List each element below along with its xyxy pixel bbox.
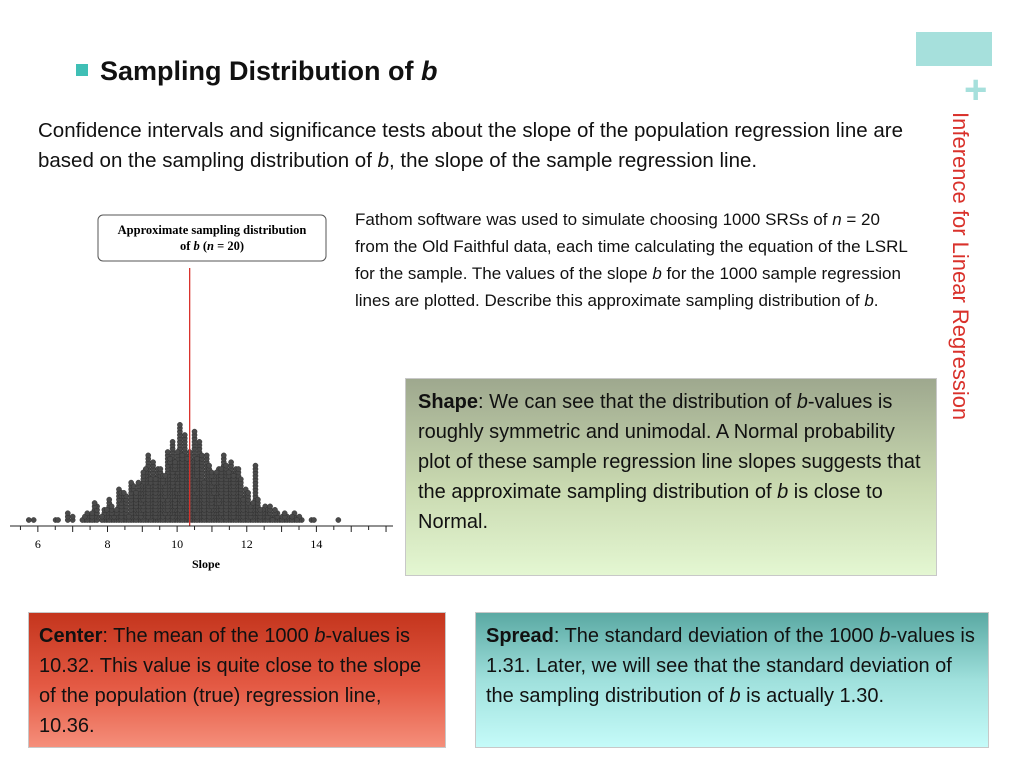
tick-label: 14 xyxy=(310,537,323,551)
data-dot xyxy=(209,470,214,475)
data-dot xyxy=(192,429,197,434)
data-dot xyxy=(107,497,112,502)
tick-label: 6 xyxy=(34,537,41,551)
shape-box xyxy=(405,378,937,576)
tick-label: 8 xyxy=(104,537,111,551)
data-dot xyxy=(282,511,287,516)
data-dot xyxy=(133,490,138,495)
data-dot xyxy=(85,511,90,516)
shape-text-2: -values is roughly symmetric and unimodal. A Normal probability plot of these sample regression line slopes suggests that the approximate sampling distribution of xyxy=(418,391,921,503)
intro-paragraph xyxy=(38,116,918,176)
x-axis-label: Slope xyxy=(191,557,221,571)
data-dot xyxy=(172,460,177,465)
data-dot xyxy=(158,466,163,471)
data-dot xyxy=(65,511,70,516)
data-dot xyxy=(214,470,219,475)
data-dot xyxy=(168,456,173,461)
heading-var: b xyxy=(420,56,438,86)
spread-text-3: is actually 1.30. xyxy=(740,685,885,707)
data-dot xyxy=(289,514,294,519)
data-dot xyxy=(153,477,158,482)
data-dot xyxy=(109,504,114,509)
fathom-text-3: for the 1000 sample regression lines are plotted. Describe this approximate sampling distribution of xyxy=(355,264,901,310)
data-dot xyxy=(258,507,263,512)
chart-title-n: n xyxy=(207,239,214,253)
data-dot xyxy=(141,470,146,475)
data-dot xyxy=(26,517,31,522)
data-dot xyxy=(272,507,277,512)
data-dot xyxy=(204,453,209,458)
data-dot xyxy=(202,480,207,485)
data-dot xyxy=(224,463,229,468)
center-box xyxy=(28,612,446,748)
shape-b2: b xyxy=(777,481,789,503)
intro-text-2: , the slope of the sample regression line. xyxy=(389,149,758,172)
plus-icon: + xyxy=(964,68,988,112)
spread-b1: b xyxy=(879,625,891,647)
heading-text: Sampling Distribution of xyxy=(100,56,421,86)
data-dot xyxy=(126,514,131,519)
corner-accent-rect xyxy=(916,32,992,66)
x-axis-ticks xyxy=(20,526,386,551)
data-dot xyxy=(175,449,180,454)
data-dot xyxy=(177,422,182,427)
data-dot xyxy=(197,439,202,444)
data-dot xyxy=(207,463,212,468)
data-dot xyxy=(182,432,187,437)
data-dot xyxy=(136,480,141,485)
square-bullet-icon xyxy=(76,64,88,76)
data-dot xyxy=(121,490,126,495)
data-dot xyxy=(31,517,36,522)
data-dot xyxy=(255,497,260,502)
data-dot xyxy=(221,453,226,458)
data-dot xyxy=(226,470,231,475)
tick-label: 12 xyxy=(240,537,253,551)
data-dot xyxy=(267,504,272,509)
data-dot xyxy=(151,460,156,465)
data-dot xyxy=(146,453,151,458)
data-dot xyxy=(219,466,224,471)
data-dot xyxy=(148,477,153,482)
data-dot xyxy=(165,449,170,454)
fathom-n: n xyxy=(832,210,842,229)
data-dot xyxy=(294,517,299,522)
data-dot xyxy=(92,500,97,505)
dots-group xyxy=(26,422,341,522)
data-dot xyxy=(194,456,199,461)
data-dot xyxy=(236,466,241,471)
chart-title-b: b xyxy=(193,239,200,253)
spread-box xyxy=(475,612,989,748)
data-dot xyxy=(246,490,251,495)
fathom-text-4: . xyxy=(873,291,879,310)
data-dot xyxy=(180,453,185,458)
chart-title-mid: ( xyxy=(199,239,208,253)
center-text-2: -values is 10.32. This value is quite close to the slope of the population (true) regression line, 10.36. xyxy=(39,625,422,737)
data-dot xyxy=(270,517,275,522)
data-dot xyxy=(253,463,258,468)
spread-b2: b xyxy=(729,685,741,707)
fathom-text-2: = 20 from the Old Faithful data, each time calculating the equation of the LSRL for the sample. The values of the slope xyxy=(355,210,908,283)
data-dot xyxy=(199,453,204,458)
data-dot xyxy=(104,507,109,512)
fathom-b1: b xyxy=(652,264,662,283)
data-dot xyxy=(170,439,175,444)
center-b1: b xyxy=(314,625,326,647)
data-dot xyxy=(114,507,119,512)
fathom-paragraph xyxy=(355,206,915,314)
data-dot xyxy=(70,514,75,519)
data-dot xyxy=(90,511,95,516)
fathom-b2: b xyxy=(864,291,874,310)
intro-var: b xyxy=(377,149,390,172)
slide-heading xyxy=(76,56,437,87)
dotplot-chart xyxy=(8,206,398,574)
shape-label: Shape xyxy=(418,391,479,413)
shape-b1: b xyxy=(796,391,808,413)
tick-label: 10 xyxy=(171,537,184,551)
data-dot xyxy=(99,514,104,519)
data-dot xyxy=(238,477,243,482)
data-dot xyxy=(241,497,246,502)
chart-title-pre: of xyxy=(179,239,194,253)
data-dot xyxy=(163,473,168,478)
data-dot xyxy=(250,500,255,505)
shape-text-3: is close to Normal. xyxy=(418,481,883,533)
center-label: Center xyxy=(39,625,103,647)
spread-text-2: -values is 1.31. Later, we will see that the standard deviation of the sampling distribution of xyxy=(486,625,975,707)
center-text-1: : The mean of the 1000 xyxy=(102,625,315,647)
shape-text-1: : We can see that the distribution of xyxy=(478,391,797,413)
chart-title-post: = 20) xyxy=(214,239,245,253)
data-dot xyxy=(129,480,134,485)
data-dot xyxy=(231,473,236,478)
intro-text-1: Confidence intervals and significance tests about the slope of the population regression line are based on the sampling distribution of xyxy=(38,119,903,172)
data-dot xyxy=(228,460,233,465)
side-title: Inference for Linear Regression xyxy=(948,112,973,421)
chart-title-line2 xyxy=(180,239,244,253)
fathom-text-1: Fathom software was used to simulate choosing 1000 SRSs of xyxy=(355,210,833,229)
data-dot xyxy=(55,517,60,522)
spread-text-1: : The standard deviation of the 1000 xyxy=(553,625,880,647)
data-dot xyxy=(311,517,316,522)
chart-title-box xyxy=(98,215,326,261)
spread-label: Spread xyxy=(486,625,554,647)
chart-title-line1: Approximate sampling distribution xyxy=(117,223,307,237)
data-dot xyxy=(336,517,341,522)
